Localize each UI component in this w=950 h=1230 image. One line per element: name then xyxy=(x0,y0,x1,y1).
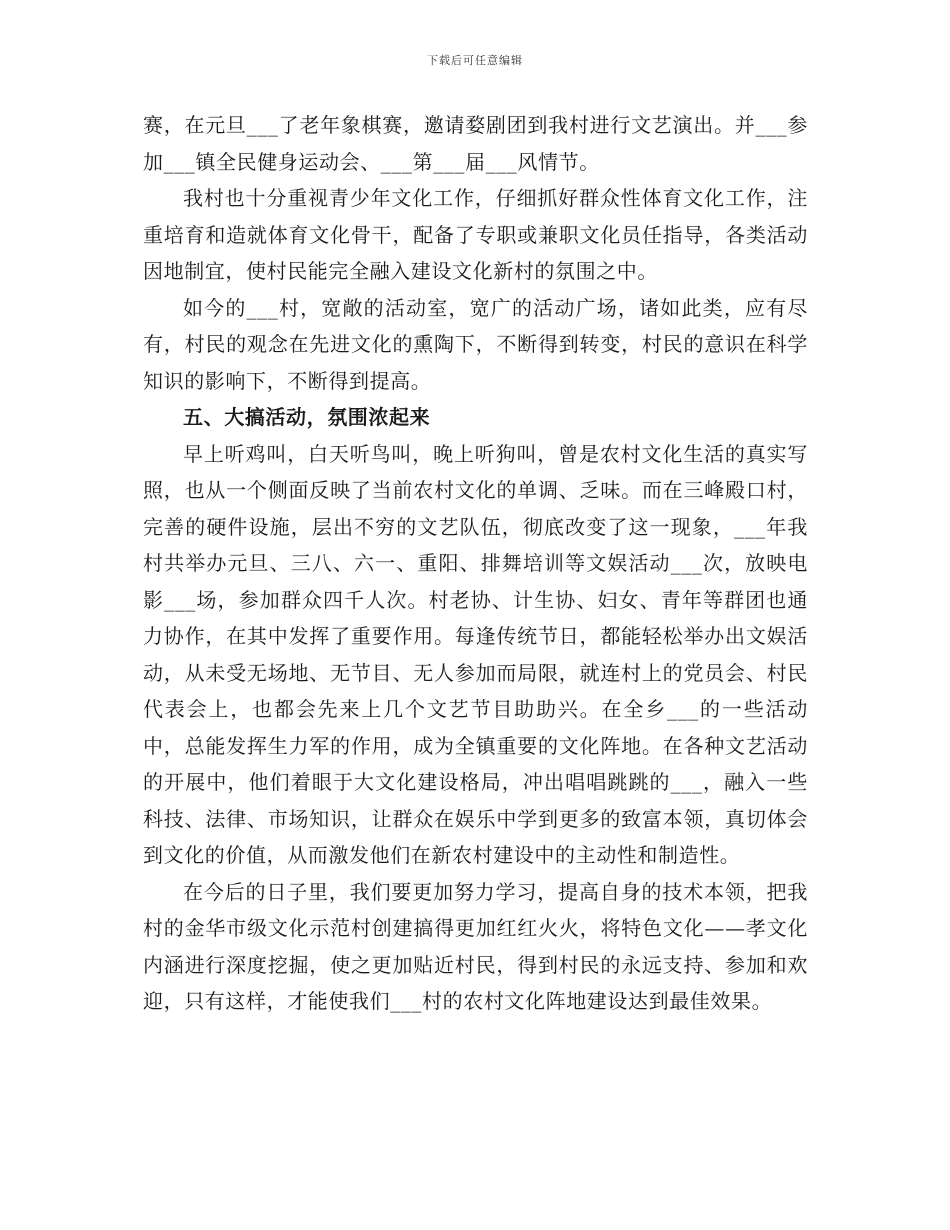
paragraph-village-now: 如今的___村，宽敞的活动室，宽广的活动广场，诸如此类，应有尽有，村民的观念在先进文化的熏陶下，不断得到转变，村民的意识在科学知识的影响下，不断得到提高。 xyxy=(143,295,808,393)
paragraph-activities: 早上听鸡叫，白天听鸟叫，晚上听狗叫，曾是农村文化生活的真实写照，也从一个侧面反映了当前农村文化的单调、乏味。而在三峰殿口村，完善的硬件设施，层出不穷的文艺队伍，彻底改变了这一现象，___年我村共举办元旦、三八、六一、重阳、排舞培训等文娱活动___次，放映电影___场，参加群众四千人次。村老协、计生协、妇女、青年等群团也通力协作，在其中发挥了重要作用。每逢传统节日，都能轻松举办出文娱活动，从未受无场地、无节目、无人参加而局限，就连村上的党员会、村民代表会上，也都会先来上几个文艺节目助助兴。在全乡___的一些活动中，总能发挥生力军的作用，成为全镇重要的文化阵地。在各种文艺活动的开展中，他们着眼于大文化建设格局，冲出唱唱跳跳的___，融入一些科技、法律、市场知识，让群众在娱乐中学到更多的致富本领，真切体会到文化的价值，从而激发他们在新农村建设中的主动性和制造性。 xyxy=(143,441,808,867)
section-heading: 五、大搞活动，氛围浓起来 xyxy=(183,405,431,429)
paragraph-youth-culture: 我村也十分重视青少年文化工作，仔细抓好群众性体育文化工作，注重培育和造就体育文化骨干，配备了专职或兼职文化员任指导，各类活动因地制宜，使村民能完全融入建设文化新村的氛围之中。 xyxy=(143,186,808,283)
paragraph-future: 在今后的日子里，我们要更加努力学习，提高自身的技术本领，把我村的金华市级文化示范村创建搞得更加红红火火，将特色文化——孝文化内涵进行深度挖掘，使之更加贴近村民，得到村民的永远支持、参加和欢迎，只有这样，才能使我们___村的农村文化阵地建设达到最佳效果。 xyxy=(143,879,808,1013)
page-header: 下载后可任意编辑 xyxy=(427,54,523,67)
document-body xyxy=(143,107,808,1020)
paragraph-continuation: 赛，在元旦___了老年象棋赛，邀请婺剧团到我村进行文艺演出。并___参加___镇全民健身运动会、___第___届___风情节。 xyxy=(143,113,808,174)
